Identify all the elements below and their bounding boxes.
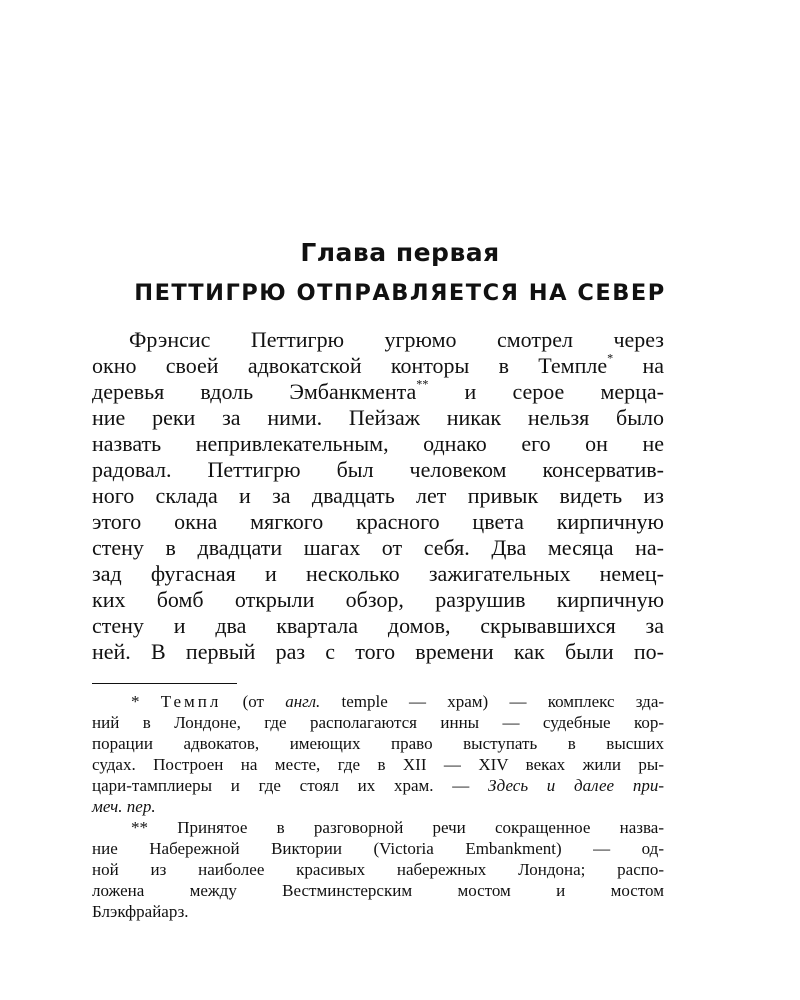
footnote-lang: англ. (285, 692, 321, 711)
body-line: ного склада и за двадцать лет привык видеть из (92, 483, 664, 508)
body-line: Фрэнсис Петтигрю угрюмо смотрел через (129, 327, 664, 352)
body-line-text: и серое мерца- (464, 379, 665, 404)
chapter-label: Глава первая (300, 238, 500, 267)
body-line: ких бомб открыли обзор, разрушив кирпичную (92, 587, 664, 612)
body-line: назвать непривлекательным, однако его он не (92, 431, 664, 456)
footnote-line: судах. Построен на месте, где в XII — XIV веках жили ры- (92, 755, 664, 774)
footnote-text: (от (242, 692, 264, 711)
body-line: радовал. Петтигрю был человеком консерватив- (92, 457, 664, 482)
footnote-note: Здесь и далее при- (488, 776, 664, 795)
body-line: стену в двадцати шагах от себя. Два месяца на- (92, 535, 664, 560)
footnote-line (92, 775, 664, 796)
footnote-ref-2: ** (416, 377, 429, 392)
body-line: ней. В первый раз с того времени как были по- (92, 639, 664, 664)
footnote-line (92, 796, 664, 817)
footnote-line: Блэкфрайарз. (92, 902, 189, 921)
footnote-separator (92, 683, 237, 684)
footnote-1-first-line (131, 691, 664, 712)
body-line-text: деревья вдоль Эмбанкмента (92, 379, 417, 404)
body-line: зад фугасная и несколько зажигательных немец- (92, 561, 664, 586)
footnote-line: ложена между Вестминстерским мостом и мостом (92, 881, 664, 900)
footnote-line: порации адвокатов, имеющих право выступать в высших (92, 734, 664, 753)
footnote-ref-1: * (607, 351, 614, 366)
footnote-term: Темпл (160, 692, 222, 711)
body-line-text: окно своей адвокатской конторы в Темпле (92, 353, 608, 378)
body-line (92, 379, 664, 405)
body-line-text: на (642, 353, 664, 378)
footnote-marker: * (131, 692, 140, 711)
chapter-title: ПЕТТИГРЮ ОТПРАВЛЯЕТСЯ НА СЕВЕР (134, 280, 666, 306)
footnote-line: ний в Лондоне, где располагаются инны — судебные кор- (92, 713, 664, 732)
footnote-text: цари-тамплиеры и где стоял их храм. — (92, 776, 470, 795)
footnote-text: temple — храм) — комплекс зда- (341, 692, 665, 711)
footnote-2-first-line: ** Принятое в разговорной речи сокращенное назва- (131, 818, 664, 837)
body-line: ние реки за ними. Пейзаж никак нельзя было (92, 405, 664, 430)
footnote-line: ной из наиболее красивых набережных Лондона; распо- (92, 860, 664, 879)
body-line: стену и два квартала домов, скрывавшихся за (92, 613, 664, 638)
footnote-line: ние Набережной Виктории (Victoria Embankment) — од- (92, 839, 664, 858)
footnote-note: меч. пер. (92, 797, 156, 816)
body-line: этого окна мягкого красного цвета кирпичную (92, 509, 664, 534)
body-line (92, 353, 664, 379)
